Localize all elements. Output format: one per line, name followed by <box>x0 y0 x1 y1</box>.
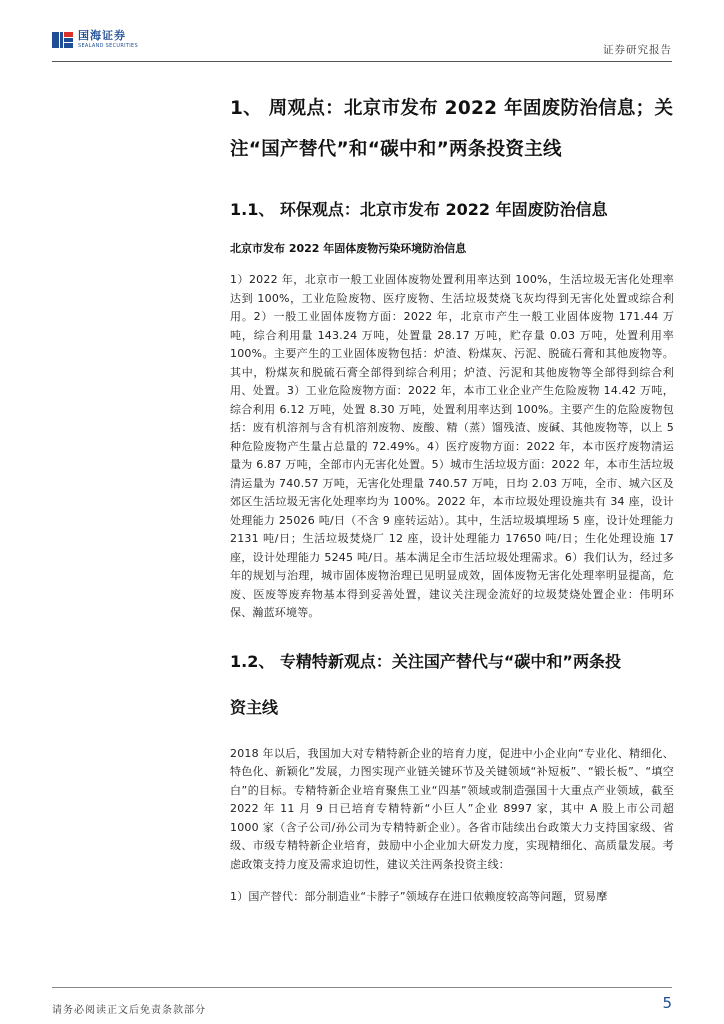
section-heading-1 <box>230 88 674 170</box>
body-paragraph-1: 1）2022 年，北京市一般工业固体废物处置利用率达到 100%，生活垃圾无害化处理率达到 100%，工业危险废物、医疗废物、生活垃圾焚烧飞灰均得到无害化处置或综合利用。2）一般工业固体废物方面：2022 年，北京市产生一般工业固体废物 171.44 万吨，综合利用量 143.24 万吨，处置量 28.17 万吨，贮存量 0.03 万吨，处置利用率 100%。主要产生的工业固体废物包括：炉渣、粉煤灰、污泥、脱硫石膏和其他废物等。其中，粉煤灰和脱硫石膏全部得到综合利用；炉渣、污泥和其他废物等全部得到综合利用、处置。3）工业危险废物方面：2022 年，本市工业企业产生危险废物 14.42 万吨，综合利用 6.12 万吨，处置 8.30 万吨，处置利用率达到 100%。主要产生的危险废物包括：废有机溶剂与含有机溶剂废物、废酸、精（蒸）馏残渣、废碱、其他废物等，以上 5 种危险废物产生量占总量的 72.49%。4）医疗废物方面：2022 年，本市医疗废物清运量为 6.87 万吨，全部市内无害化处置。5）城市生活垃圾方面：2022 年，本市生活垃圾清运量为 740.57 万吨，无害化处理量 740.57 万吨，日均 2.03 万吨，全市、城六区及郊区生活垃圾无害化处理率均为 100%。2022 年，本市垃圾处理设施共有 34 座，设计处理能力 25026 吨/日（不含 9 座转运站）。其中，生活垃圾填埋场 5 座，设计处理能力 2131 吨/日；生活垃圾焚烧厂 12 座，设计处理能力 17650 吨/日；生化处理设施 17 座，设计处理能力 5245 吨/日。基本满足全市生活垃圾处理需求。6）我们认为，经过多年的规划与治理，城市固体废物治理已见明显成效，固体废物无害化处理率明显提高，危废、医废等废弃物基本得到妥善处置，建议关注现金流好的垃圾焚烧处置企业：伟明环保、瀚蓝环境等。 <box>230 273 674 619</box>
body-paragraph-3: 1）国产替代：部分制造业“卡脖子”领域存在进口依赖度较高等问题，贸易摩 <box>230 890 608 903</box>
logo-text-en: SEALAND SECURITIES <box>78 43 138 49</box>
company-logo <box>52 30 162 52</box>
header-divider <box>52 61 672 62</box>
page-number: 5 <box>662 994 672 1012</box>
footer-divider <box>52 987 672 988</box>
body-paragraph-2: 2018 年以后，我国加大对专精特新企业的培育力度，促进中小企业向“专业化、精细化、特色化、新颖化”发展，力图实现产业链关键环节及关键领域“补短板”、“锻长板”、“填空白”的目标。专精特新企业培育聚焦工业“四基”领域或制造强国十大重点产业领域，截至 2022 年 11 月 9 日已培育专精特新“小巨人”企业 8997 家，其中 A 股上市公司超 1000 家（含子公司/孙公司为专精特新企业）。各省市陆续出台政策大力支持国家级、省级、市级专精特新企业培育，鼓励中小企业加大研发力度，实现精细化、高质量发展。考虑政策支持力度及需求迫切性，建议关注两条投资主线： <box>230 746 674 871</box>
subsection-heading-1-2-line2: 资主线 <box>230 697 279 717</box>
main-content <box>230 80 674 907</box>
section-heading-1-line2: 注“国产替代”和“碳中和”两条投资主线 <box>230 139 562 160</box>
subsection-heading-1-2 <box>230 639 674 731</box>
logo-text-cn: 国海证券 <box>78 29 126 42</box>
subsection-heading-1-1: 1.1、 环保观点：北京市发布 2022 年固废防治信息 <box>230 200 608 219</box>
footer-disclaimer: 请务必阅读正文后免责条款部分 <box>52 1005 206 1016</box>
logo-mark-icon <box>52 30 74 50</box>
section-heading-1-line1: 1、 周观点：北京市发布 2022 年固废防治信息；关 <box>230 98 674 119</box>
report-type-label: 证券研究报告 <box>603 44 672 56</box>
subsection-heading-1-2-line1: 1.2、 专精特新观点：关注国产替代与“碳中和”两条投 <box>230 651 621 671</box>
topic-heading: 北京市发布 2022 年固体废物污染环境防治信息 <box>230 242 467 255</box>
page-header <box>0 0 724 64</box>
